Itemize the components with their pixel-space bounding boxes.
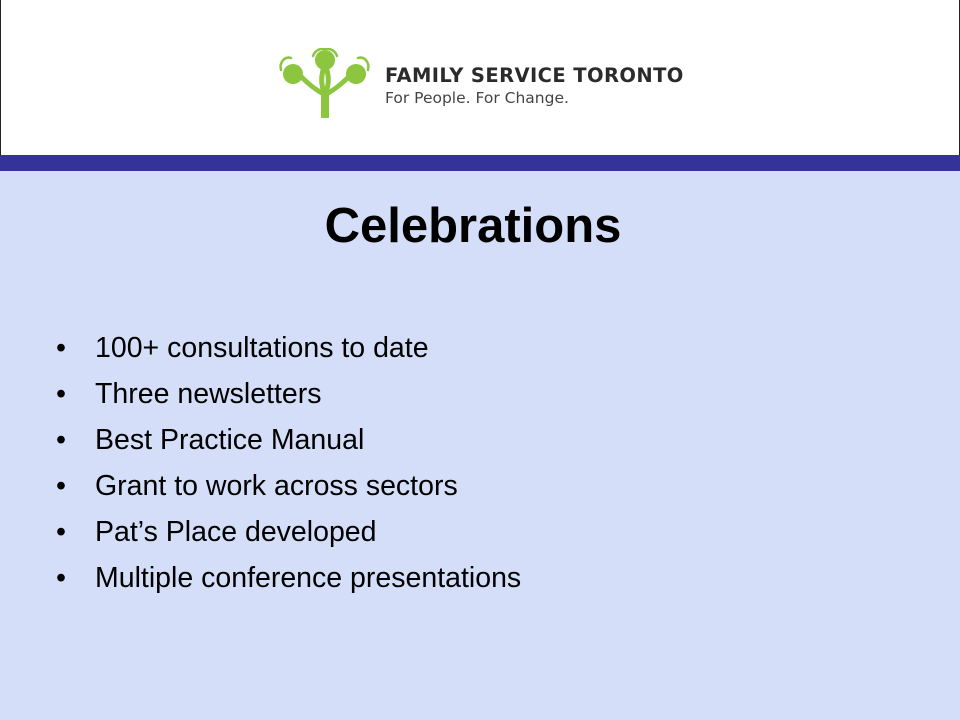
bullet-icon: • [56,332,66,364]
bullet-icon: • [56,424,66,456]
header-divider-band [0,155,960,171]
bullet-text: Grant to work across sectors [95,470,458,502]
organization-tagline: For People. For Change. [385,89,569,107]
bullet-icon: • [56,516,66,548]
bullet-text: Pat’s Place developed [95,516,377,548]
slide-header [0,0,960,155]
bullet-text: Multiple conference presentations [95,562,522,594]
organization-logo [277,48,717,123]
bullet-text: Three newsletters [95,378,322,410]
bullet-text: Best Practice Manual [95,424,365,456]
organization-name: FAMILY SERVICE TORONTO [385,64,684,87]
slide-body [0,171,960,720]
bullet-icon: • [56,562,66,594]
bullet-icon: • [56,470,66,502]
slide-title: Celebrations [324,199,622,253]
tree-logo-icon [277,48,377,120]
bullet-icon: • [56,378,66,410]
bullet-text: 100+ consultations to date [95,332,429,364]
